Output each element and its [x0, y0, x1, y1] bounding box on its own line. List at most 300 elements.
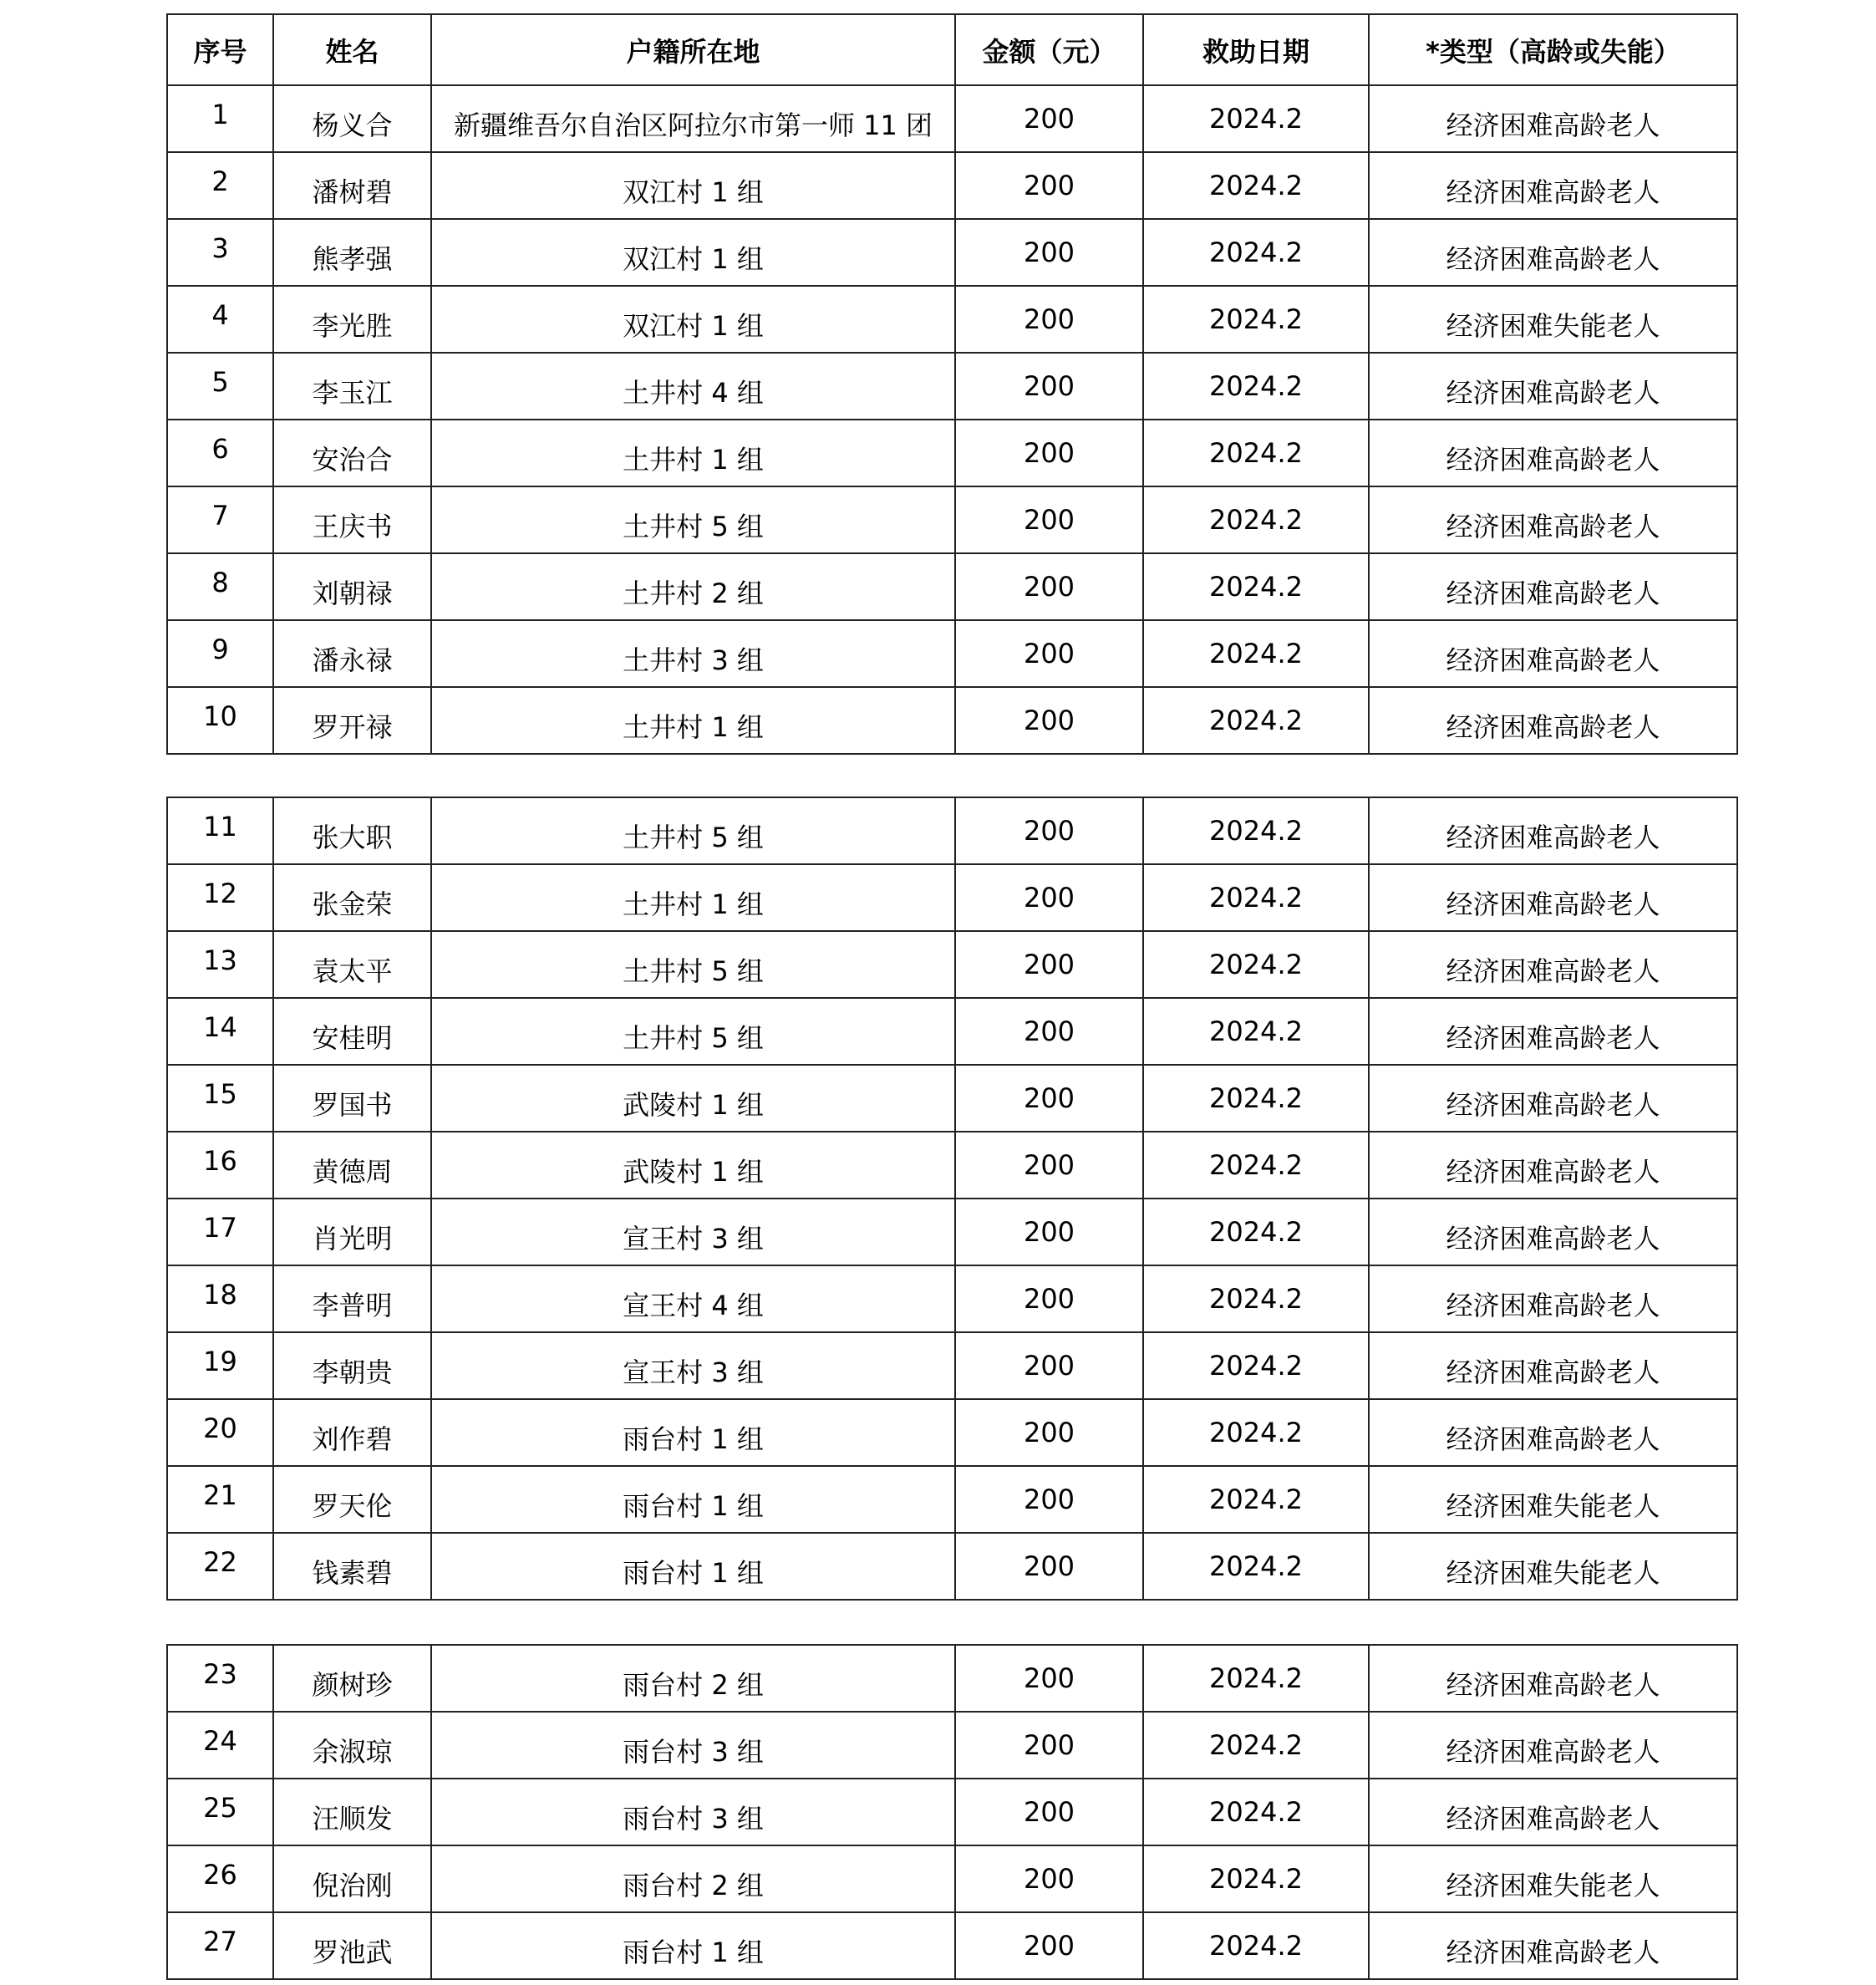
cell-amount — [955, 1466, 1143, 1533]
cell-no-text: 7 — [211, 500, 229, 532]
table-row — [167, 797, 1737, 864]
cell-name — [273, 998, 431, 1065]
cell-address-text: 雨台村 1 组 — [623, 1937, 764, 1968]
cell-no — [167, 931, 273, 998]
cell-amount — [955, 864, 1143, 931]
cell-address-text: 新疆维吾尔自治区阿拉尔市第一师 11 团 — [453, 109, 933, 141]
table-row — [167, 1399, 1737, 1466]
cell-date — [1143, 553, 1369, 620]
cell-type — [1369, 1265, 1737, 1332]
cell-name — [273, 1399, 431, 1466]
cell-address — [431, 152, 955, 219]
cell-date-text: 2024.2 — [1209, 1283, 1303, 1315]
table-row — [167, 553, 1737, 620]
cell-date — [1143, 420, 1369, 486]
table-row — [167, 1779, 1737, 1845]
cell-name-text: 颜树珍 — [312, 1669, 393, 1701]
cell-date-text: 2024.2 — [1209, 1216, 1303, 1248]
cell-date-text: 2024.2 — [1209, 1015, 1303, 1047]
cell-type — [1369, 1645, 1737, 1712]
cell-amount — [955, 353, 1143, 420]
cell-address — [431, 1533, 955, 1600]
cell-amount-text: 200 — [1023, 1283, 1075, 1315]
table-row — [167, 1533, 1737, 1600]
cell-name-text: 张金荣 — [312, 888, 393, 920]
cell-name-text: 李玉江 — [312, 377, 393, 409]
cell-no — [167, 1199, 273, 1265]
cell-no — [167, 152, 273, 219]
cell-name — [273, 1132, 431, 1199]
relief-table-part-1 — [166, 13, 1738, 755]
cell-address-text: 武陵村 1 组 — [623, 1156, 764, 1188]
cell-no — [167, 1265, 273, 1332]
table-row — [167, 1332, 1737, 1399]
table-row — [167, 219, 1737, 286]
cell-address — [431, 1645, 955, 1712]
cell-address-text: 土井村 1 组 — [623, 888, 764, 920]
cell-amount — [955, 1712, 1143, 1779]
cell-address-text: 土井村 4 组 — [623, 377, 764, 409]
cell-address-text: 雨台村 2 组 — [623, 1870, 764, 1901]
cell-type — [1369, 1466, 1737, 1533]
cell-type — [1369, 553, 1737, 620]
cell-date — [1143, 1845, 1369, 1912]
cell-amount — [955, 1065, 1143, 1132]
cell-type — [1369, 85, 1737, 152]
table-row — [167, 864, 1737, 931]
cell-address — [431, 1466, 955, 1533]
cell-name — [273, 286, 431, 353]
cell-amount — [955, 1779, 1143, 1845]
cell-date — [1143, 1199, 1369, 1265]
cell-address-text: 武陵村 1 组 — [623, 1089, 764, 1121]
cell-amount-text: 200 — [1023, 815, 1075, 847]
table-row — [167, 620, 1737, 687]
cell-no-text: 12 — [203, 878, 237, 909]
cell-date — [1143, 1332, 1369, 1399]
cell-date — [1143, 85, 1369, 152]
cell-address — [431, 85, 955, 152]
cell-name — [273, 152, 431, 219]
cell-name-text: 李朝贵 — [312, 1356, 393, 1388]
cell-date-text: 2024.2 — [1209, 882, 1303, 914]
cell-amount-text: 200 — [1023, 949, 1075, 980]
cell-name-text: 汪顺发 — [312, 1803, 393, 1835]
cell-name-text: 倪治刚 — [312, 1870, 393, 1901]
cell-no-text: 2 — [211, 165, 229, 197]
cell-name — [273, 1533, 431, 1600]
table-header-row — [167, 14, 1737, 85]
cell-amount — [955, 553, 1143, 620]
cell-no-text: 23 — [203, 1658, 237, 1690]
cell-date-text: 2024.2 — [1209, 1484, 1303, 1515]
cell-date-text: 2024.2 — [1209, 571, 1303, 603]
cell-no — [167, 1466, 273, 1533]
table-row — [167, 1132, 1737, 1199]
cell-type — [1369, 1065, 1737, 1132]
cell-type-text: 经济困难失能老人 — [1446, 1870, 1660, 1901]
cell-amount-text: 200 — [1023, 370, 1075, 402]
cell-type-text: 经济困难高龄老人 — [1446, 1223, 1660, 1255]
cell-no — [167, 1533, 273, 1600]
header-name: 姓名 — [273, 14, 431, 85]
table-row — [167, 85, 1737, 152]
cell-amount — [955, 85, 1143, 152]
cell-type — [1369, 797, 1737, 864]
cell-date — [1143, 1466, 1369, 1533]
cell-type-text: 经济困难高龄老人 — [1446, 243, 1660, 275]
cell-no — [167, 998, 273, 1065]
cell-amount — [955, 1845, 1143, 1912]
table-row — [167, 420, 1737, 486]
cell-address — [431, 1399, 955, 1466]
table-row — [167, 1645, 1737, 1712]
cell-address — [431, 931, 955, 998]
cell-name — [273, 1065, 431, 1132]
cell-date-text: 2024.2 — [1209, 103, 1303, 135]
cell-address — [431, 286, 955, 353]
cell-date — [1143, 1533, 1369, 1600]
cell-type — [1369, 152, 1737, 219]
cell-address — [431, 1132, 955, 1199]
cell-type-text: 经济困难高龄老人 — [1446, 644, 1660, 676]
cell-no-text: 1 — [211, 99, 229, 130]
cell-name — [273, 553, 431, 620]
cell-address — [431, 1712, 955, 1779]
cell-name-text: 刘作碧 — [312, 1423, 393, 1455]
cell-no — [167, 864, 273, 931]
cell-no — [167, 1132, 273, 1199]
cell-no — [167, 486, 273, 553]
cell-amount-text: 200 — [1023, 1796, 1075, 1828]
cell-address — [431, 620, 955, 687]
cell-amount-text: 200 — [1023, 103, 1075, 135]
cell-name — [273, 85, 431, 152]
cell-address — [431, 219, 955, 286]
cell-date-text: 2024.2 — [1209, 1662, 1303, 1694]
cell-amount-text: 200 — [1023, 638, 1075, 669]
cell-no-text: 20 — [203, 1412, 237, 1444]
cell-type-text: 经济困难高龄老人 — [1446, 711, 1660, 743]
cell-type-text: 经济困难高龄老人 — [1446, 1356, 1660, 1388]
cell-address — [431, 553, 955, 620]
cell-date-text: 2024.2 — [1209, 638, 1303, 669]
cell-type — [1369, 286, 1737, 353]
cell-type — [1369, 1199, 1737, 1265]
cell-amount — [955, 1912, 1143, 1979]
cell-date-text: 2024.2 — [1209, 370, 1303, 402]
cell-amount-text: 200 — [1023, 705, 1075, 736]
relief-table-part-3 — [166, 1644, 1738, 1980]
header-no: 序号 — [167, 14, 273, 85]
table-row — [167, 1466, 1737, 1533]
cell-address-text: 宣王村 3 组 — [623, 1356, 764, 1388]
cell-date — [1143, 1065, 1369, 1132]
cell-name — [273, 687, 431, 754]
header-address: 户籍所在地 — [431, 14, 955, 85]
cell-address-text: 土井村 5 组 — [623, 1022, 764, 1054]
cell-amount — [955, 687, 1143, 754]
cell-amount-text: 200 — [1023, 1484, 1075, 1515]
cell-no — [167, 553, 273, 620]
cell-address-text: 双江村 1 组 — [623, 243, 764, 275]
table-row — [167, 353, 1737, 420]
relief-table-part-2 — [166, 797, 1738, 1601]
cell-date — [1143, 286, 1369, 353]
cell-name — [273, 420, 431, 486]
cell-no-text: 16 — [203, 1145, 237, 1177]
cell-name-text: 王庆书 — [312, 511, 393, 542]
cell-type-text: 经济困难高龄老人 — [1446, 1156, 1660, 1188]
cell-no-text: 3 — [211, 232, 229, 264]
cell-name — [273, 1845, 431, 1912]
cell-amount — [955, 998, 1143, 1065]
cell-no — [167, 1065, 273, 1132]
cell-address-text: 雨台村 2 组 — [623, 1669, 764, 1701]
cell-amount — [955, 1265, 1143, 1332]
cell-address — [431, 353, 955, 420]
cell-no — [167, 420, 273, 486]
table-row — [167, 1265, 1737, 1332]
cell-type-text: 经济困难高龄老人 — [1446, 511, 1660, 542]
cell-type-text: 经济困难高龄老人 — [1446, 444, 1660, 476]
cell-amount — [955, 620, 1143, 687]
cell-amount-text: 200 — [1023, 237, 1075, 268]
cell-amount — [955, 1645, 1143, 1712]
cell-type — [1369, 353, 1737, 420]
cell-date-text: 2024.2 — [1209, 1930, 1303, 1962]
cell-amount — [955, 1332, 1143, 1399]
cell-type — [1369, 1533, 1737, 1600]
cell-amount — [955, 420, 1143, 486]
cell-amount-text: 200 — [1023, 437, 1075, 469]
cell-address-text: 土井村 5 组 — [623, 955, 764, 987]
cell-address-text: 土井村 3 组 — [623, 644, 764, 676]
cell-no-text: 11 — [203, 811, 237, 842]
cell-type-text: 经济困难高龄老人 — [1446, 377, 1660, 409]
cell-amount-text: 200 — [1023, 170, 1075, 201]
cell-type-text: 经济困难高龄老人 — [1446, 1669, 1660, 1701]
cell-address-text: 土井村 2 组 — [623, 578, 764, 609]
cell-date-text: 2024.2 — [1209, 1550, 1303, 1582]
cell-no — [167, 85, 273, 152]
table-row — [167, 998, 1737, 1065]
cell-date-text: 2024.2 — [1209, 1149, 1303, 1181]
cell-no-text: 4 — [211, 299, 229, 331]
cell-amount — [955, 219, 1143, 286]
cell-date — [1143, 620, 1369, 687]
cell-date-text: 2024.2 — [1209, 1729, 1303, 1761]
cell-name — [273, 864, 431, 931]
cell-date-text: 2024.2 — [1209, 504, 1303, 536]
cell-amount-text: 200 — [1023, 1550, 1075, 1582]
table-row — [167, 1199, 1737, 1265]
cell-date-text: 2024.2 — [1209, 815, 1303, 847]
cell-name-text: 张大职 — [312, 822, 393, 853]
cell-no — [167, 286, 273, 353]
cell-type-text: 经济困难高龄老人 — [1446, 955, 1660, 987]
cell-amount-text: 200 — [1023, 571, 1075, 603]
cell-date-text: 2024.2 — [1209, 1417, 1303, 1448]
cell-date — [1143, 931, 1369, 998]
cell-date-text: 2024.2 — [1209, 170, 1303, 201]
cell-no-text: 5 — [211, 366, 229, 398]
table-row — [167, 931, 1737, 998]
cell-type-text: 经济困难失能老人 — [1446, 310, 1660, 342]
cell-no — [167, 1332, 273, 1399]
cell-no — [167, 1912, 273, 1979]
cell-name — [273, 1779, 431, 1845]
cell-date-text: 2024.2 — [1209, 1082, 1303, 1114]
cell-date — [1143, 1265, 1369, 1332]
cell-no-text: 15 — [203, 1078, 237, 1110]
cell-name-text: 熊孝强 — [312, 243, 393, 275]
cell-name — [273, 620, 431, 687]
cell-amount — [955, 1199, 1143, 1265]
cell-date-text: 2024.2 — [1209, 237, 1303, 268]
cell-amount-text: 200 — [1023, 1015, 1075, 1047]
cell-type-text: 经济困难高龄老人 — [1446, 109, 1660, 141]
cell-date — [1143, 486, 1369, 553]
cell-no — [167, 620, 273, 687]
cell-amount — [955, 486, 1143, 553]
cell-type — [1369, 998, 1737, 1065]
cell-address — [431, 420, 955, 486]
cell-address — [431, 864, 955, 931]
cell-date — [1143, 152, 1369, 219]
cell-address — [431, 486, 955, 553]
table-row — [167, 1845, 1737, 1912]
cell-address-text: 土井村 5 组 — [623, 511, 764, 542]
cell-address — [431, 797, 955, 864]
cell-address-text: 土井村 5 组 — [623, 822, 764, 853]
cell-address — [431, 1332, 955, 1399]
cell-type-text: 经济困难高龄老人 — [1446, 1803, 1660, 1835]
cell-name-text: 杨义合 — [312, 109, 393, 141]
cell-amount-text: 200 — [1023, 1149, 1075, 1181]
cell-address — [431, 1065, 955, 1132]
cell-no-text: 17 — [203, 1212, 237, 1244]
cell-name-text: 安桂明 — [312, 1022, 393, 1054]
cell-address-text: 雨台村 3 组 — [623, 1803, 764, 1835]
cell-date-text: 2024.2 — [1209, 1796, 1303, 1828]
cell-address-text: 双江村 1 组 — [623, 176, 764, 208]
cell-name — [273, 486, 431, 553]
cell-type — [1369, 420, 1737, 486]
cell-address-text: 宣王村 4 组 — [623, 1290, 764, 1321]
cell-date — [1143, 1779, 1369, 1845]
cell-type-text: 经济困难高龄老人 — [1446, 1736, 1660, 1768]
cell-no — [167, 1845, 273, 1912]
cell-amount — [955, 286, 1143, 353]
cell-name-text: 黄德周 — [312, 1156, 393, 1188]
cell-address-text: 雨台村 1 组 — [623, 1557, 764, 1589]
cell-amount-text: 200 — [1023, 504, 1075, 536]
cell-type-text: 经济困难高龄老人 — [1446, 1290, 1660, 1321]
cell-no-text: 10 — [203, 700, 237, 732]
cell-name — [273, 1712, 431, 1779]
cell-address-text: 雨台村 3 组 — [623, 1736, 764, 1768]
cell-address — [431, 687, 955, 754]
cell-name — [273, 1265, 431, 1332]
cell-date — [1143, 797, 1369, 864]
cell-no-text: 25 — [203, 1792, 237, 1824]
cell-name — [273, 353, 431, 420]
cell-no-text: 14 — [203, 1011, 237, 1043]
cell-type — [1369, 486, 1737, 553]
cell-amount-text: 200 — [1023, 882, 1075, 914]
cell-amount — [955, 1132, 1143, 1199]
cell-type-text: 经济困难高龄老人 — [1446, 1423, 1660, 1455]
cell-amount — [955, 1399, 1143, 1466]
cell-name-text: 刘朝禄 — [312, 578, 393, 609]
cell-type-text: 经济困难高龄老人 — [1446, 1022, 1660, 1054]
cell-no-text: 22 — [203, 1546, 237, 1578]
cell-amount-text: 200 — [1023, 1216, 1075, 1248]
cell-no — [167, 1779, 273, 1845]
cell-amount-text: 200 — [1023, 1863, 1075, 1895]
cell-name-text: 潘树碧 — [312, 176, 393, 208]
cell-name — [273, 1645, 431, 1712]
cell-no — [167, 1645, 273, 1712]
cell-date — [1143, 353, 1369, 420]
cell-no-text: 8 — [211, 567, 229, 598]
cell-no — [167, 1712, 273, 1779]
cell-type-text: 经济困难高龄老人 — [1446, 578, 1660, 609]
cell-address-text: 双江村 1 组 — [623, 310, 764, 342]
cell-address-text: 宣王村 3 组 — [623, 1223, 764, 1255]
table-row — [167, 687, 1737, 754]
cell-type — [1369, 1845, 1737, 1912]
header-type: *类型（高龄或失能） — [1369, 14, 1737, 85]
cell-name — [273, 1912, 431, 1979]
cell-date — [1143, 219, 1369, 286]
cell-address — [431, 1199, 955, 1265]
cell-name-text: 罗开禄 — [312, 711, 393, 743]
cell-address — [431, 1845, 955, 1912]
cell-address — [431, 1265, 955, 1332]
cell-no-text: 18 — [203, 1279, 237, 1311]
cell-type — [1369, 620, 1737, 687]
cell-address-text: 土井村 1 组 — [623, 711, 764, 743]
table-row — [167, 1912, 1737, 1979]
cell-address — [431, 998, 955, 1065]
cell-type-text: 经济困难高龄老人 — [1446, 1937, 1660, 1968]
cell-amount-text: 200 — [1023, 1417, 1075, 1448]
cell-address — [431, 1779, 955, 1845]
cell-amount-text: 200 — [1023, 1729, 1075, 1761]
cell-amount — [955, 1533, 1143, 1600]
cell-name-text: 钱素碧 — [312, 1557, 393, 1589]
table-row — [167, 1712, 1737, 1779]
cell-amount-text: 200 — [1023, 1662, 1075, 1694]
cell-amount-text: 200 — [1023, 1350, 1075, 1382]
cell-date-text: 2024.2 — [1209, 303, 1303, 335]
cell-type — [1369, 864, 1737, 931]
cell-name-text: 李普明 — [312, 1290, 393, 1321]
cell-amount — [955, 152, 1143, 219]
cell-name-text: 李光胜 — [312, 310, 393, 342]
cell-address — [431, 1912, 955, 1979]
cell-no-text: 6 — [211, 433, 229, 465]
cell-no — [167, 687, 273, 754]
cell-name — [273, 931, 431, 998]
cell-date — [1143, 1645, 1369, 1712]
cell-type — [1369, 219, 1737, 286]
cell-name-text: 袁太平 — [312, 955, 393, 987]
cell-date-text: 2024.2 — [1209, 949, 1303, 980]
cell-date — [1143, 1712, 1369, 1779]
